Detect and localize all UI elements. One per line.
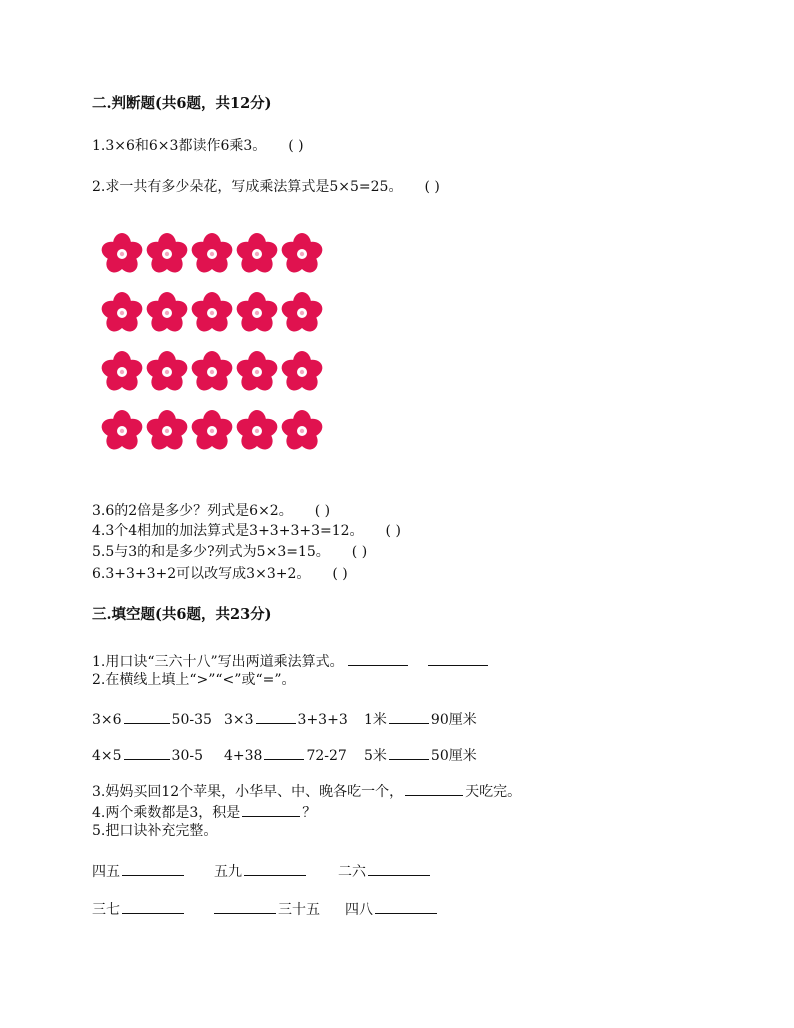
question-6 bbox=[92, 565, 348, 583]
compare-left: 4+38 bbox=[224, 748, 263, 764]
question-4 bbox=[92, 522, 401, 540]
question-2-text: 2.求一共有多少朵花，写成乘法算式是5×5=25。 bbox=[92, 179, 403, 195]
flower-icon bbox=[235, 409, 279, 453]
fill-question-1-text: 1.用口诀“三六十八”写出两道乘法算式。 bbox=[92, 654, 344, 670]
flower-icon bbox=[145, 232, 189, 276]
question-6-text: 6.3+3+3+2可以改写成3×3+2。 bbox=[92, 566, 311, 582]
flower-icon bbox=[280, 409, 324, 453]
compare-item bbox=[224, 745, 347, 765]
flower-icon bbox=[190, 232, 234, 276]
section3-heading: 三.填空题(共6题，共23分) bbox=[92, 606, 272, 623]
koujue-label: 三十五 bbox=[278, 902, 320, 918]
koujue-label: 五九 bbox=[214, 864, 242, 880]
koujue-item bbox=[345, 899, 437, 919]
question-1-text: 1.3×6和6×3都读作6乘3。 bbox=[92, 138, 267, 154]
koujue-item bbox=[92, 899, 184, 919]
compare-item bbox=[92, 745, 203, 765]
section2-heading: 二.判断题(共6题，共12分) bbox=[92, 95, 272, 112]
fill-question-4-text: 4.两个乘数都是3，积是 bbox=[92, 805, 241, 821]
flower-icon bbox=[190, 350, 234, 394]
koujue-item bbox=[214, 861, 306, 881]
fill-question-1 bbox=[92, 651, 488, 671]
fill-question-2: 2.在横线上填上“>”“<”或“=”。 bbox=[92, 672, 296, 688]
question-5-text: 5.5与3的和是多少?列式为5×3=15。 bbox=[92, 544, 330, 560]
koujue-label: 四五 bbox=[92, 864, 120, 880]
fill-question-5: 5.把口诀补充完整。 bbox=[92, 823, 218, 839]
koujue-item bbox=[214, 899, 320, 919]
answer-blank[interactable] bbox=[368, 861, 430, 876]
compare-item bbox=[224, 709, 348, 729]
answer-blank[interactable] bbox=[348, 651, 408, 666]
compare-right: 50-35 bbox=[171, 712, 212, 728]
flower-icon bbox=[280, 350, 324, 394]
flower-icon bbox=[235, 350, 279, 394]
question-2 bbox=[92, 178, 440, 196]
compare-left: 1米 bbox=[364, 712, 387, 728]
answer-blank[interactable] bbox=[256, 709, 296, 724]
fill-question-4 bbox=[92, 802, 316, 822]
compare-right: 50厘米 bbox=[430, 748, 477, 764]
flower-icon bbox=[190, 409, 234, 453]
flower-grid bbox=[100, 232, 334, 468]
fill-question-4-tail: ？ bbox=[302, 805, 317, 821]
koujue-label: 四八 bbox=[345, 902, 373, 918]
flower-icon bbox=[280, 232, 324, 276]
answer-blank[interactable] bbox=[389, 745, 429, 760]
koujue-item bbox=[338, 861, 430, 881]
koujue-label: 三七 bbox=[92, 902, 120, 918]
answer-blank[interactable] bbox=[264, 745, 304, 760]
answer-blank[interactable] bbox=[405, 781, 463, 796]
compare-right: 30-5 bbox=[171, 748, 203, 764]
answer-paren[interactable]: ( ) bbox=[288, 138, 304, 154]
koujue-label: 二六 bbox=[338, 864, 366, 880]
answer-blank[interactable] bbox=[389, 709, 429, 724]
answer-paren[interactable]: ( ) bbox=[332, 566, 348, 582]
answer-blank[interactable] bbox=[122, 899, 184, 914]
answer-paren[interactable]: ( ) bbox=[351, 544, 368, 560]
compare-right: 72-27 bbox=[306, 748, 347, 764]
compare-item bbox=[364, 709, 477, 729]
flower-icon bbox=[190, 291, 234, 335]
compare-left: 3×3 bbox=[224, 712, 254, 728]
answer-blank[interactable] bbox=[124, 709, 170, 724]
flower-icon bbox=[145, 350, 189, 394]
answer-blank[interactable] bbox=[242, 802, 300, 817]
question-3-text: 3.6的2倍是多少？列式是6×2。 bbox=[92, 503, 293, 519]
flower-icon bbox=[280, 291, 324, 335]
answer-blank[interactable] bbox=[244, 861, 306, 876]
question-3 bbox=[92, 502, 330, 520]
compare-left: 5米 bbox=[364, 748, 387, 764]
fill-question-3-tail: 天吃完。 bbox=[465, 784, 522, 800]
question-4-text: 4.3个4相加的加法算式是3+3+3+3=12。 bbox=[92, 523, 364, 539]
answer-blank[interactable] bbox=[375, 899, 437, 914]
flower-icon bbox=[100, 350, 144, 394]
answer-blank[interactable] bbox=[214, 899, 276, 914]
question-1 bbox=[92, 137, 304, 155]
koujue-item bbox=[92, 861, 184, 881]
flower-icon bbox=[235, 232, 279, 276]
flower-icon bbox=[100, 291, 144, 335]
compare-right: 90厘米 bbox=[430, 712, 477, 728]
answer-blank[interactable] bbox=[124, 745, 170, 760]
answer-blank[interactable] bbox=[428, 651, 488, 666]
compare-right: 3+3+3 bbox=[297, 712, 348, 728]
flower-icon bbox=[100, 232, 144, 276]
compare-left: 4×5 bbox=[92, 748, 122, 764]
fill-question-3 bbox=[92, 781, 521, 801]
answer-paren[interactable]: ( ) bbox=[314, 503, 331, 519]
answer-paren[interactable]: ( ) bbox=[424, 179, 440, 195]
compare-left: 3×6 bbox=[92, 712, 122, 728]
fill-question-3-text: 3.妈妈买回12个苹果，小华早、中、晚各吃一个， bbox=[92, 784, 404, 800]
flower-icon bbox=[235, 291, 279, 335]
compare-item bbox=[364, 745, 477, 765]
answer-paren[interactable]: ( ) bbox=[385, 523, 401, 539]
flower-icon bbox=[145, 291, 189, 335]
answer-blank[interactable] bbox=[122, 861, 184, 876]
question-5 bbox=[92, 543, 367, 561]
flower-icon bbox=[100, 409, 144, 453]
flower-icon bbox=[145, 409, 189, 453]
compare-item bbox=[92, 709, 212, 729]
